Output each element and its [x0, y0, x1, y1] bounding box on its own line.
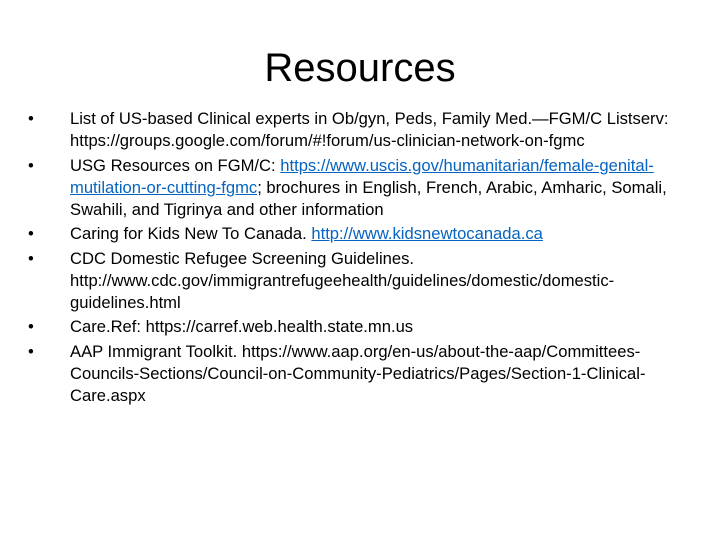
list-item — [28, 341, 692, 407]
resource-text: USG Resources on FGM/C: — [70, 155, 281, 175]
bullet-icon: • — [28, 224, 34, 243]
bullet-icon: • — [28, 317, 34, 336]
resource-text: AAP Immigrant Toolkit. https://www.aap.org/en-us/about-the-aap/Committees-Councils-Sections/Council-on-Community-Pediatrics/Pages/Section-1-Clinical-Care.aspx — [70, 341, 646, 405]
slide-title: Resources — [264, 46, 456, 90]
resource-text: List of US-based Clinical experts in Ob/gyn, Peds, Family Med.—FGM/C Listserv: https://groups.google.com/forum/#!forum/us-clinician-network-on-fgmc — [70, 109, 669, 150]
list-item — [28, 223, 692, 245]
bullet-icon: • — [28, 109, 34, 128]
resource-text: Caring for Kids New To Canada. — [70, 224, 312, 243]
list-item — [28, 248, 692, 314]
resource-text-suffix: ; brochures in English, French, Arabic, Amharic, Somali, Swahili, and Tigrinya and other information — [70, 177, 667, 219]
resource-text: Care.Ref: https://carref.web.health.state.mn.us — [70, 317, 414, 336]
list-item — [28, 155, 692, 221]
resource-text: CDC Domestic Refugee Screening Guidelines. http://www.cdc.gov/immigrantrefugeehealth/guidelines/domestic/domestic-guidelines.html — [70, 248, 615, 312]
bullet-icon: • — [28, 248, 34, 268]
list-item — [28, 108, 692, 152]
uscis-fgmc-link[interactable]: https://www.uscis.gov/humanitarian/female-genital-mutilation-or-cutting-fgmc — [70, 155, 654, 197]
list-item — [28, 316, 692, 338]
resource-list — [28, 108, 692, 409]
kids-new-to-canada-link[interactable]: http://www.kidsnewtocanada.ca — [311, 224, 543, 243]
bullet-icon: • — [28, 341, 34, 361]
bullet-icon: • — [28, 155, 34, 175]
